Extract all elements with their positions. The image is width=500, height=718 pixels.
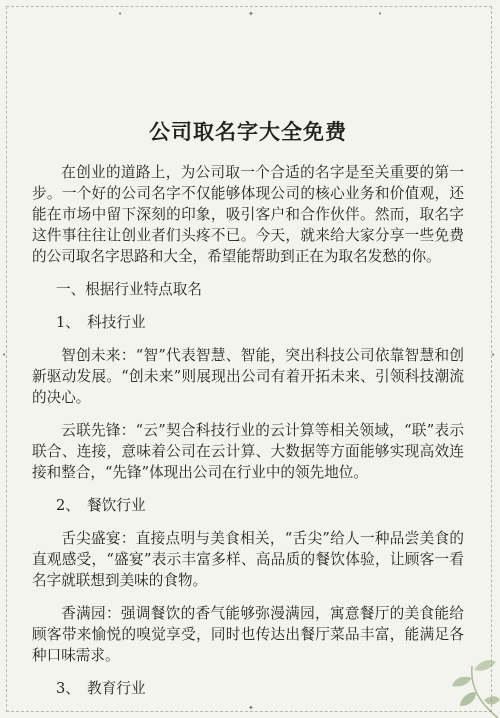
dot-ornament-icon: •: [378, 10, 383, 18]
name-example-paragraph: 云联先锋：“云”契合科技行业的云计算等相关领域，“联”表示联合、连接，意味着公司在云计算、大数据等方面能够实现高效连接和整合，“先锋”体现出公司在行业中的领先地位。: [32, 422, 464, 481]
subsection-heading: 3、 教育行业: [56, 680, 146, 697]
name-example-paragraph: 香满园：强调餐饮的香气能够弥漫满园，寓意餐厅的美食能给顾客带来愉悦的嗅觉享受，同时也传达出餐厅菜品丰富，能满足各种口味需求。: [32, 605, 464, 664]
dot-ornament-icon: ✦: [248, 704, 254, 712]
page-title: 公司取名字大全免费: [149, 119, 347, 144]
name-example-paragraph: 智创未来：“智”代表智慧、智能，突出科技公司依靠智慧和创新驱动发展。“创未来”则展现出公司有着开拓未来、引领科技潮流的决心。: [32, 347, 464, 406]
dot-ornament-icon: •: [491, 351, 496, 359]
subsection-heading: 2、 餐饮行业: [56, 497, 146, 514]
document-body: [32, 116, 464, 699]
section-heading: 一、根据行业特点取名: [56, 281, 202, 298]
dot-ornament-icon: ✦: [248, 10, 254, 18]
dot-ornament-icon: •: [2, 351, 7, 359]
subsection-heading: 1、 科技行业: [56, 314, 146, 331]
intro-paragraph: 在创业的道路上，为公司取一个合适的名字是至关重要的第一步。一个好的公司名字不仅能够体现公司的核心业务和价值观，还能在市场中留下深刻的印象，吸引客户和合作伙伴。然而，取名字这件事往往让创业者们头疼不已。今天，就来给大家分享一些免费的公司取名字思路和大全，希望能帮助到正在为取名发愁的你。: [32, 164, 464, 265]
dot-ornament-icon: •: [118, 10, 123, 18]
name-example-paragraph: 舌尖盛宴：直接点明与美食相关，“舌尖”给人一种品尝美食的直观感受，“盛宴”表示丰富多样、高品质的餐饮体验，让顾客一看名字就联想到美味的食物。: [32, 530, 464, 589]
